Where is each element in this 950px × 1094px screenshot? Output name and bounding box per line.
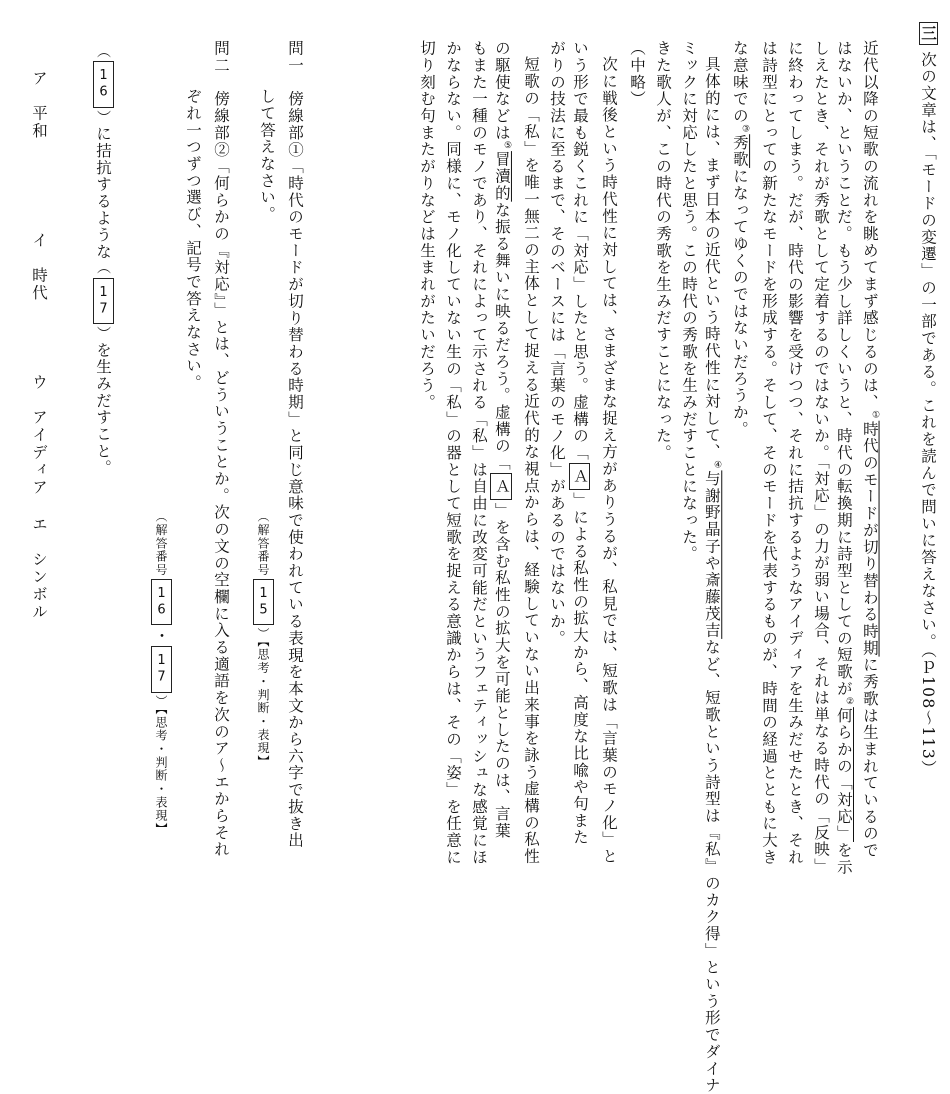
passage-text: 」を含む私性の拡大を可能としたのは、言葉	[492, 502, 511, 840]
passage-line-6	[731, 40, 750, 438]
section-number: 三	[919, 22, 939, 45]
passage-text: （中略）	[628, 40, 646, 108]
answer-box-17[interactable]: 17	[151, 646, 172, 693]
passage-line-11	[601, 56, 617, 865]
passage-line-18	[419, 40, 435, 411]
passage-text: いう形で最も鋭くこれに「対応」したと思う。虚構の「	[571, 40, 589, 462]
passage-text: かならない。同様に、モノ化していない生の「私」の器として短歌を捉える意識からは、その「姿」を任意に	[444, 40, 462, 866]
passage-text: など、短歌という詩型は『私』のカク得」という形でダイナ	[702, 638, 721, 1094]
question-1-text: 傍線部①「時代のモードが切り替わる時期」と同じ意味で使われている表現を本文から六字で抜き出	[286, 90, 304, 849]
answer-separator: ・	[152, 627, 170, 645]
passage-line-7	[703, 56, 722, 1094]
blank-box-a: Ａ	[490, 473, 512, 500]
fill-box-17[interactable]: 17	[93, 278, 114, 325]
choice-text: 時代	[30, 267, 48, 302]
bracket-open: ︵	[95, 260, 111, 276]
passage-text: もまた一種のモノであり、それによって示される「私」は自由に改変可能だというフェティッシュな感覚にほ	[470, 40, 488, 866]
bracket-close: ︶	[95, 110, 111, 126]
passage-line-14	[523, 56, 539, 865]
passage-text: 次に戦後という時代性に対しては、さまざまな捉え方がありうるが、私見では、短歌は「言葉のモノ化」と	[600, 56, 618, 865]
answer-criteria: ）【思考・判断・表現】	[154, 695, 168, 836]
question-1-answer	[253, 510, 274, 768]
underline-5: 冒瀆的	[492, 151, 511, 202]
answer-label: （解答番号	[256, 510, 270, 577]
passage-line-9	[655, 40, 671, 461]
choice-text: アイディア	[30, 409, 48, 497]
answer-box-15[interactable]: 15	[253, 579, 274, 626]
question-2-line-1	[213, 40, 229, 858]
choice-letter: ア	[30, 70, 48, 88]
choice-letter: ウ	[30, 374, 48, 392]
fill-text: に拮抗するような	[94, 125, 112, 261]
marker-3: ③	[741, 124, 751, 135]
passage-text: きた歌人が、この時代の秀歌を生みだすことになった。	[654, 40, 672, 462]
passage-text: の駆使などは	[492, 40, 511, 142]
passage-line-4	[787, 40, 803, 866]
choice-a[interactable]	[28, 70, 50, 140]
passage-line-3	[813, 40, 829, 875]
instruction-column	[919, 22, 939, 777]
instruction-text: 次の文章は、「モードの変遷」の一部である。これを読んで問いに答えなさい。（ｐ108～113）	[919, 51, 937, 777]
passage-line-13	[549, 40, 565, 647]
passage-line-12	[569, 40, 591, 846]
question-1-line-1	[287, 40, 303, 849]
fill-box-16[interactable]: 16	[93, 61, 114, 108]
underline-3: 秀歌	[730, 134, 749, 168]
choice-letter: イ	[30, 232, 48, 250]
choice-i[interactable]	[28, 232, 50, 302]
passage-text: 切り刻む句またがりなどは生まれがたいだろう。	[418, 40, 436, 411]
passage-line-10	[629, 40, 645, 107]
passage-text: な振る舞いに映るだろう。虚構の「	[492, 201, 511, 472]
question-2-text: 傍線部②「何らかの『対応』」とは、どういうことか。次の文の空欄に入る適語を次のア～エからそれ	[212, 90, 230, 858]
choice-text: 平和	[30, 105, 48, 140]
marker-2: ②	[845, 697, 855, 708]
passage-text: 」による私性の拡大から、高度な比喩や句また	[571, 492, 589, 846]
answer-box-16[interactable]: 16	[151, 579, 172, 626]
passage-text: 具体的には、まず日本の近代という時代性に対して、	[702, 56, 721, 461]
question-1-text: して答えなさい。	[258, 88, 276, 223]
question-1-line-2	[259, 88, 275, 223]
passage-text: に終わってしまう。だが、時代の影響を受けつつ、それに拮抗するようなアイディアを生みだせたとき、それ	[786, 40, 804, 866]
blank-box-a: Ａ	[569, 463, 591, 490]
bracket-open: ︵	[95, 44, 111, 60]
fill-text: を生みだすこと。	[94, 341, 112, 477]
choice-letter: エ	[30, 516, 48, 534]
passage-line-16	[471, 40, 487, 866]
marker-5: ⑤	[503, 141, 513, 152]
passage-text: を示	[834, 841, 853, 876]
question-2-line-2	[185, 88, 201, 391]
passage-text: に秀歌は生まれているので	[860, 656, 879, 859]
passage-text: 近代以降の短歌の流れを眺めてまず感じるのは、	[860, 40, 879, 411]
passage-text: ミックに対応したと思う。この時代の秀歌を生みだすことになった。	[680, 40, 698, 563]
underline-2: 何らかの「対応」	[834, 707, 853, 842]
marker-4: ④	[713, 460, 723, 471]
question-2-text: ぞれ一つずつ選び、記号で答えなさい。	[184, 88, 202, 392]
passage-text: がりの技法に至るまで、そのベースには「言葉のモノ化」があるのではないか。	[548, 40, 566, 647]
passage-text: 短歌の「私」を唯一無二の主体として捉える近代的な視点からは、経験していない出来事を詠う虚構の私性	[522, 56, 540, 865]
passage-text: しえたとき、それが秀歌として定着するのではないか。「対応」の力が弱い場合、それは単なる時代の「反映」	[812, 40, 830, 875]
passage-line-17	[445, 40, 461, 866]
passage-text: は詩型にとっての新たなモードを形成する。そして、そのモードを代表するものが、時間の経過とともに大き	[760, 40, 778, 866]
choice-text: シンボル	[30, 551, 48, 621]
passage-line-1	[861, 40, 880, 859]
question-2-label: 問二	[212, 40, 230, 74]
question-1-label: 問一	[286, 40, 304, 74]
passage-line-5	[761, 40, 777, 866]
answer-label: （解答番号	[154, 510, 168, 577]
passage-text: な意味での	[730, 40, 749, 125]
choice-u[interactable]	[28, 374, 50, 497]
question-2-answer	[151, 510, 172, 836]
passage-text: はないか、ということだ。もう少し詳しくいうと、時代の転換期に詩型としての短歌が	[834, 40, 853, 698]
marker-1: ①	[871, 410, 881, 421]
underline-4: 与謝野晶子や斎藤茂吉	[702, 470, 721, 639]
passage-line-15	[490, 40, 512, 839]
choice-e[interactable]	[28, 516, 50, 621]
underline-1: 時代のモードが切り替わる時期	[860, 420, 879, 657]
fill-sentence	[93, 44, 114, 476]
answer-criteria: ）【思考・判断・表現】	[256, 627, 270, 769]
passage-line-2	[835, 40, 854, 876]
passage-text: になってゆくのではないだろうか。	[730, 167, 749, 438]
bracket-close: ︶	[95, 326, 111, 342]
passage-line-8	[681, 40, 697, 562]
